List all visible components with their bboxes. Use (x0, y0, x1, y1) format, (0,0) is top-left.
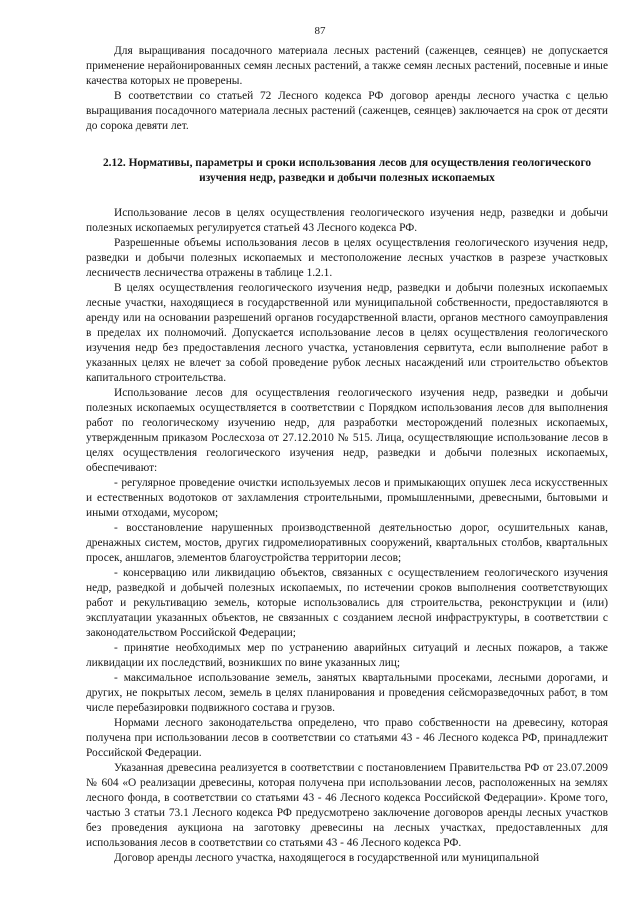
list-item: - восстановление нарушенных производственной деятельностью дорог, осушительных канав, дренажных систем, мостов, других гидромелиоративных сооружений, квартальных столбов, квартальных просек, аншлагов, элементов благоустройства территории лесов; (86, 522, 608, 564)
document-body (86, 44, 608, 866)
section-heading: 2.12. Нормативы, параметры и сроки использования лесов для осуществления геологического изучения недр, разведки и добычи полезных ископаемых (102, 157, 592, 184)
list-item: - консервацию или ликвидацию объектов, связанных с осуществлением геологического изучения недр, разведкой и добычей полезных ископаемых, по истечении сроков выполнения соответствующих работ и рекультивацию земель, которые использовались для строительства, реконструкции и (или) эксплуатации указанных объектов, не связанных с созданием лесной инфраструктуры, в соответствии с законодательством Российской Федерации; (86, 567, 608, 639)
paragraph: В соответствии со статьей 72 Лесного кодекса РФ договор аренды лесного участка с целью выращивания посадочного материала лесных растений (саженцев, сеянцев) заключается на срок от десяти до сорока девяти лет. (86, 90, 608, 132)
paragraph: Использование лесов для осуществления геологического изучения недр, разведки и добычи полезных ископаемых осуществляется в соответствии с Порядком использования лесов для выполнения работ по геологическому изучению недр, для разработки месторождений полезных ископаемых, утвержденным приказом Рослесхоза от 27.12.2010 № 515. Лица, осуществляющие использование лесов в целях осуществления геологического изучения недр, разведки и добычи полезных ископаемых, обеспечивают: (86, 387, 608, 474)
page-number: 87 (314, 25, 326, 37)
paragraph: Разрешенные объемы использования лесов в целях осуществления геологического изучения недр, разведки и добычи полезных ископаемых и местоположение лесных участков в разрезе участковых лесничеств лесничества отражены в таблице 1.2.1. (86, 237, 608, 279)
paragraph: В целях осуществления геологического изучения недр, разведки и добычи полезных ископаемых лесные участки, находящиеся в государственной или муниципальной собственности, предоставляются в аренду или на основании разрешений органов государственной власти, органов местного самоуправления в пределах их полномочий. Допускается использование лесов в целях осуществления геологического изучения недр без предоставления лесного участка, установления сервитута, если выполнение работ в указанных целях не влечет за собой проведение рубок лесных насаждений или строительство объектов капитального строительства. (86, 282, 608, 384)
list-item: - регулярное проведение очистки используемых лесов и примыкающих опушек леса искусственных и естественных водотоков от захламления строительными, промышленными, древесными, бытовыми и иными отходами, мусором; (86, 477, 608, 519)
paragraph: Для выращивания посадочного материала лесных растений (саженцев, сеянцев) не допускается применение нерайонированных семян лесных растений, а также семян лесных растений, посевные и иные качества которых не проверены. (86, 45, 608, 87)
paragraph: Договор аренды лесного участка, находящегося в государственной или муниципальной (114, 852, 540, 864)
paragraph: Использование лесов в целях осуществления геологического изучения недр, разведки и добычи полезных ископаемых регулируется статьей 43 Лесного кодекса РФ. (86, 207, 608, 234)
paragraph: Нормами лесного законодательства определено, что право собственности на древесину, которая получена при использовании лесов в соответствии со статьями 43 - 46 Лесного кодекса РФ, принадлежит Российской Федерации. (86, 717, 608, 759)
list-item: - принятие необходимых мер по устранению аварийных ситуаций и лесных пожаров, а также ликвидации их последствий, возникших по вине указанных лиц; (86, 642, 608, 669)
list-item: - максимальное использование земель, занятых квартальными просеками, лесными дорогами, и других, не покрытых лесом, земель в целях планирования и проведения сейсморазведочных работ, в том числе перебазировки подвижного состава и грузов. (86, 672, 608, 714)
paragraph: Указанная древесина реализуется в соответствии с постановлением Правительства РФ от 23.07.2009 № 604 «О реализации древесины, которая получена при использовании лесов, расположенных на землях лесного фонда, в соответствии со статьями 43 - 46 Лесного кодекса Российской Федерации». Кроме того, частью 3 статьи 73.1 Лесного кодекса РФ предусмотрено заключение договоров аренды лесных участков без проведения аукциона на заготовку древесины на лесных участках, предоставленных для использования лесов в соответствии со статьями 43 - 46 Лесного кодекса РФ. (86, 762, 608, 849)
